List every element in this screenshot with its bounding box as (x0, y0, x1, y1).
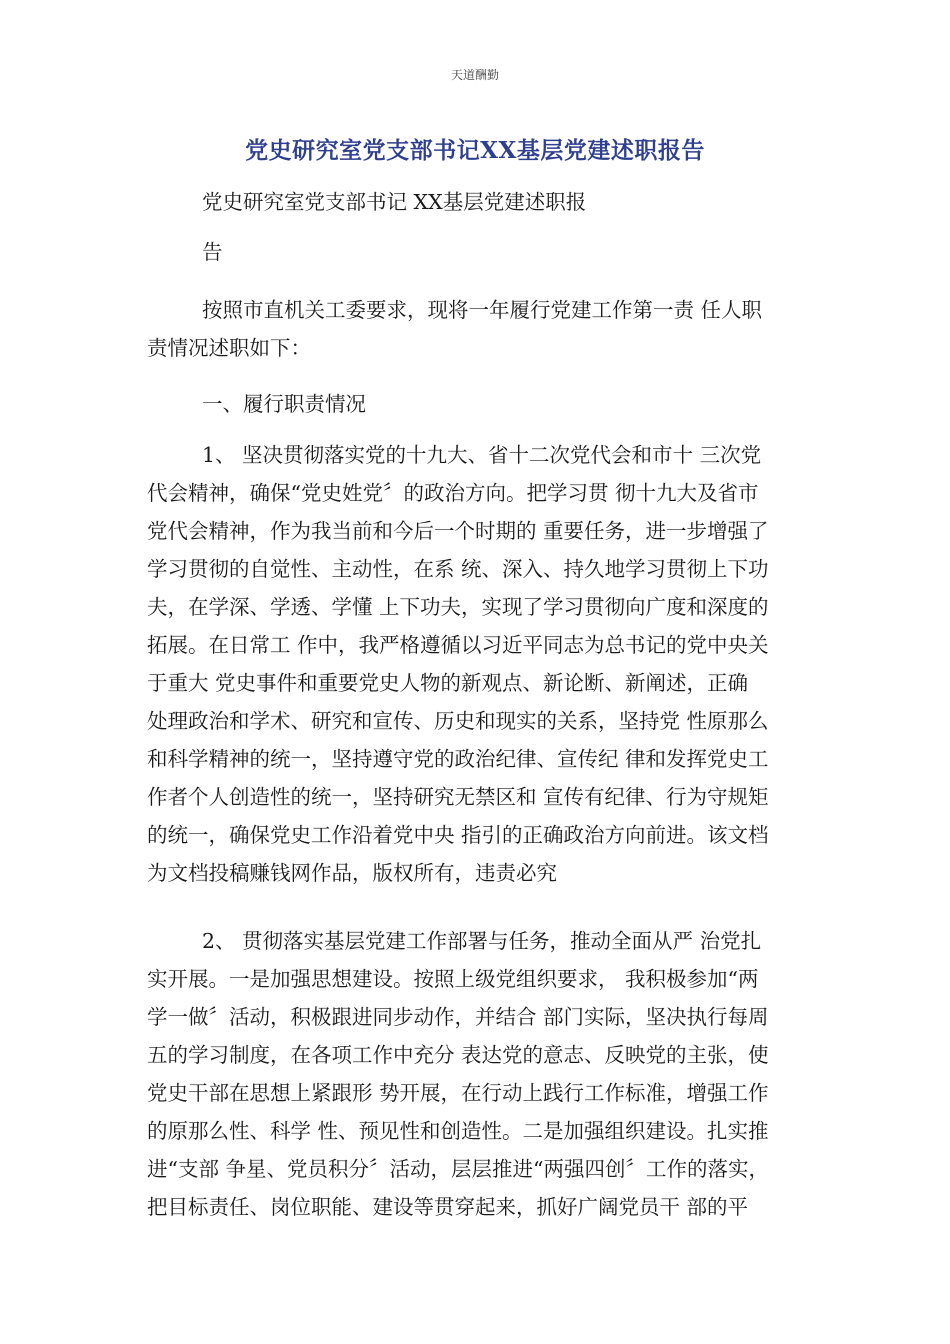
item-1-line: 代会精神，确保“党史姓党〞的政治方向。把学习贯 彻十九大及省市 (147, 481, 759, 505)
item-1-line: 1、 坚决贯彻落实党的十九大、省十二次党代会和市十 三次党 (202, 443, 762, 467)
item-2-line: 进“支部 争星、党员积分〞活动，层层推进“两强四创〞工作的落实， (147, 1157, 769, 1181)
intro-paragraph (147, 291, 807, 367)
item-1-line: 的统一，确保党史工作沿着党中央 指引的正确政治方向前进。该文档 (147, 823, 769, 847)
item-1-line: 党代会精神，作为我当前和今后一个时期的 重要任务，进一步增强了 (147, 519, 769, 543)
item-1-line: 拓展。在日常工 作中，我严格遵循以习近平同志为总书记的党中央关 (147, 633, 769, 657)
item-2-line: 五的学习制度，在各项工作中充分 表达党的意志、反映党的主张，使 (147, 1043, 769, 1067)
intro-line: 责情况述职如下： (147, 336, 311, 360)
subtitle-line: 告 (202, 240, 223, 264)
item-2-paragraph (147, 922, 807, 1226)
subtitle-line: 党史研究室党支部书记 XX基层党建述职报 (202, 190, 587, 214)
item-1-line: 于重大 党史事件和重要党史人物的新观点、新论断、新阐述，正确 (147, 671, 749, 695)
item-2-line: 学一做〞活动，积极跟进同步动作，并结合 部门实际，坚决执行每周 (147, 1005, 769, 1029)
item-2-line: 党史干部在思想上紧跟形 势开展，在行动上践行工作标准，增强工作 (147, 1081, 769, 1105)
item-2-line: 2、 贯彻落实基层党建工作部署与任务，推动全面从严 治党扎 (202, 929, 762, 953)
header-note: 天道酬勤 (450, 68, 499, 82)
item-1-line: 处理政治和学术、研究和宣传、历史和现实的关系，坚持党 性原那么 (147, 709, 769, 733)
item-1-line: 作者个人创造性的统一，坚持研究无禁区和 宣传有纪律、行为守规矩 (147, 785, 769, 809)
intro-line: 按照市直机关工委要求，现将一年履行党建工作第一责 任人职 (202, 298, 763, 322)
item-1-paragraph (147, 436, 807, 892)
item-2-line: 把目标责任、岗位职能、建设等贯穿起来，抓好广阔党员干 部的平 (147, 1195, 749, 1219)
subtitle-block (147, 183, 807, 271)
item-2-line: 的原那么性、科学 性、预见性和创造性。二是加强组织建设。扎实推 (147, 1119, 769, 1143)
item-1-line: 学习贯彻的自觉性、主动性，在系 统、深入、持久地学习贯彻上下功 (147, 557, 769, 581)
item-1-line: 和科学精神的统一，坚持遵守党的政治纪律、宣传纪 律和发挥党史工 (147, 747, 769, 771)
document-title: 党史研究室党支部书记XX基层党建述职报告 (245, 137, 705, 164)
section-heading: 一、履行职责情况 (202, 392, 366, 416)
item-1-line: 为文档投稿赚钱网作品，版权所有，违责必究 (147, 861, 557, 885)
section-heading-block (147, 385, 807, 423)
item-1-line: 夫，在学深、学透、学懂 上下功夫，实现了学习贯彻向广度和深度的 (147, 595, 769, 619)
item-2-line: 实开展。一是加强思想建设。按照上级党组织要求， 我积极参加“两 (147, 967, 759, 991)
